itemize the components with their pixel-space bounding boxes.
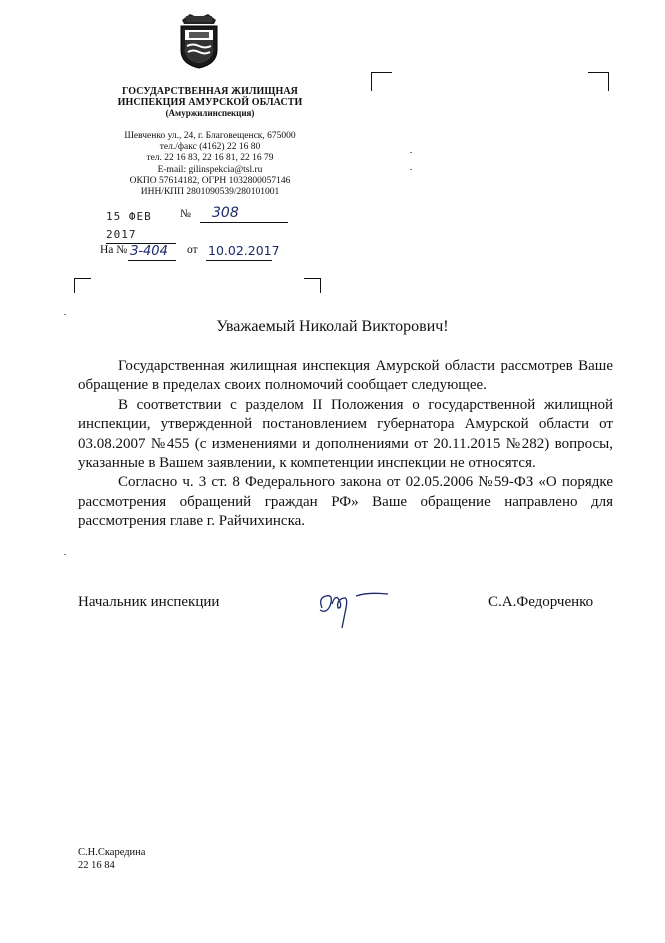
signatory-position: Начальник инспекции [78, 594, 220, 610]
organization-name-line1: ГОСУДАРСТВЕННАЯ ЖИЛИЩНАЯ [122, 86, 298, 97]
paragraph-1: Государственная жилищная инспекция Амурской области рассмотрев Ваше обращение в пределах своих полномочий сообщает следующее. [78, 358, 613, 394]
paragraph-2: В соответствии с разделом II Положения о государственной жилищной инспекции, утвержденной постановлением губернатора Амурской области от 03.08.2007 №455 (с изменениями и дополнениями от 20.11.2015 №282) вопросы, указанные в Вашем заявлении, к компетенции инспекции не относятся. [78, 396, 613, 472]
emblem-icon [176, 10, 222, 70]
scan-speck [410, 169, 412, 170]
inn-kpp-line: ИНН/КПП 2801090539/280101001 [140, 187, 280, 198]
organization-short-name: (Амуржилинспекция) [165, 108, 255, 118]
paragraph-3: Согласно ч. 3 ст. 8 Федерального закона от 02.05.2006 №59-ФЗ «О порядке рассмотрения обращений граждан РФ» Ваше обращение направлено для рассмотрения главе г. Райчихинска. [78, 474, 613, 530]
organization-header [80, 86, 340, 119]
scan-speck [64, 314, 66, 315]
number-label: № [180, 208, 191, 220]
organization-name-line2: ИНСПЕКЦИЯ АМУРСКОЙ ОБЛАСТИ [117, 97, 303, 108]
contact-block [80, 131, 340, 198]
from-label: от [187, 244, 198, 256]
okpo-ogrn-line: ОКПО 57614182, ОГРН 1032800057146 [129, 175, 291, 186]
greeting: Уважаемый Николай Викторович! [216, 318, 449, 335]
email-line: E-mail: gilinspekcia@tsl.ru [157, 164, 263, 175]
text-corner-top-left [74, 278, 91, 293]
address-corner-top-left [371, 72, 392, 91]
handwritten-signature-icon [312, 578, 392, 632]
signatory-name: С.А.Федорченко [488, 594, 594, 610]
scan-speck [64, 554, 66, 555]
executor-phone: 22 16 84 [78, 860, 115, 871]
letter-body [78, 357, 613, 532]
address-line: Шевченко ул., 24, г. Благовещенск, 675000 [124, 131, 296, 141]
executor-info [78, 846, 145, 872]
scan-speck [410, 152, 412, 153]
address-corner-top-right [588, 72, 609, 91]
reply-to-number: З-404 [128, 242, 176, 261]
reply-to-date: 10.02.2017 [206, 242, 272, 261]
executor-name: С.Н.Скаредина [78, 847, 146, 858]
outgoing-date-stamp: 15 ФЕВ 2017 [106, 207, 176, 244]
outgoing-number: 308 [200, 204, 288, 223]
phone-fax-line: тел./факс (4162) 22 16 80 [159, 142, 261, 153]
text-corner-top-right [304, 278, 321, 293]
reply-to-label: На № [100, 244, 128, 256]
phones-line: тел. 22 16 83, 22 16 81, 22 16 79 [146, 153, 274, 164]
